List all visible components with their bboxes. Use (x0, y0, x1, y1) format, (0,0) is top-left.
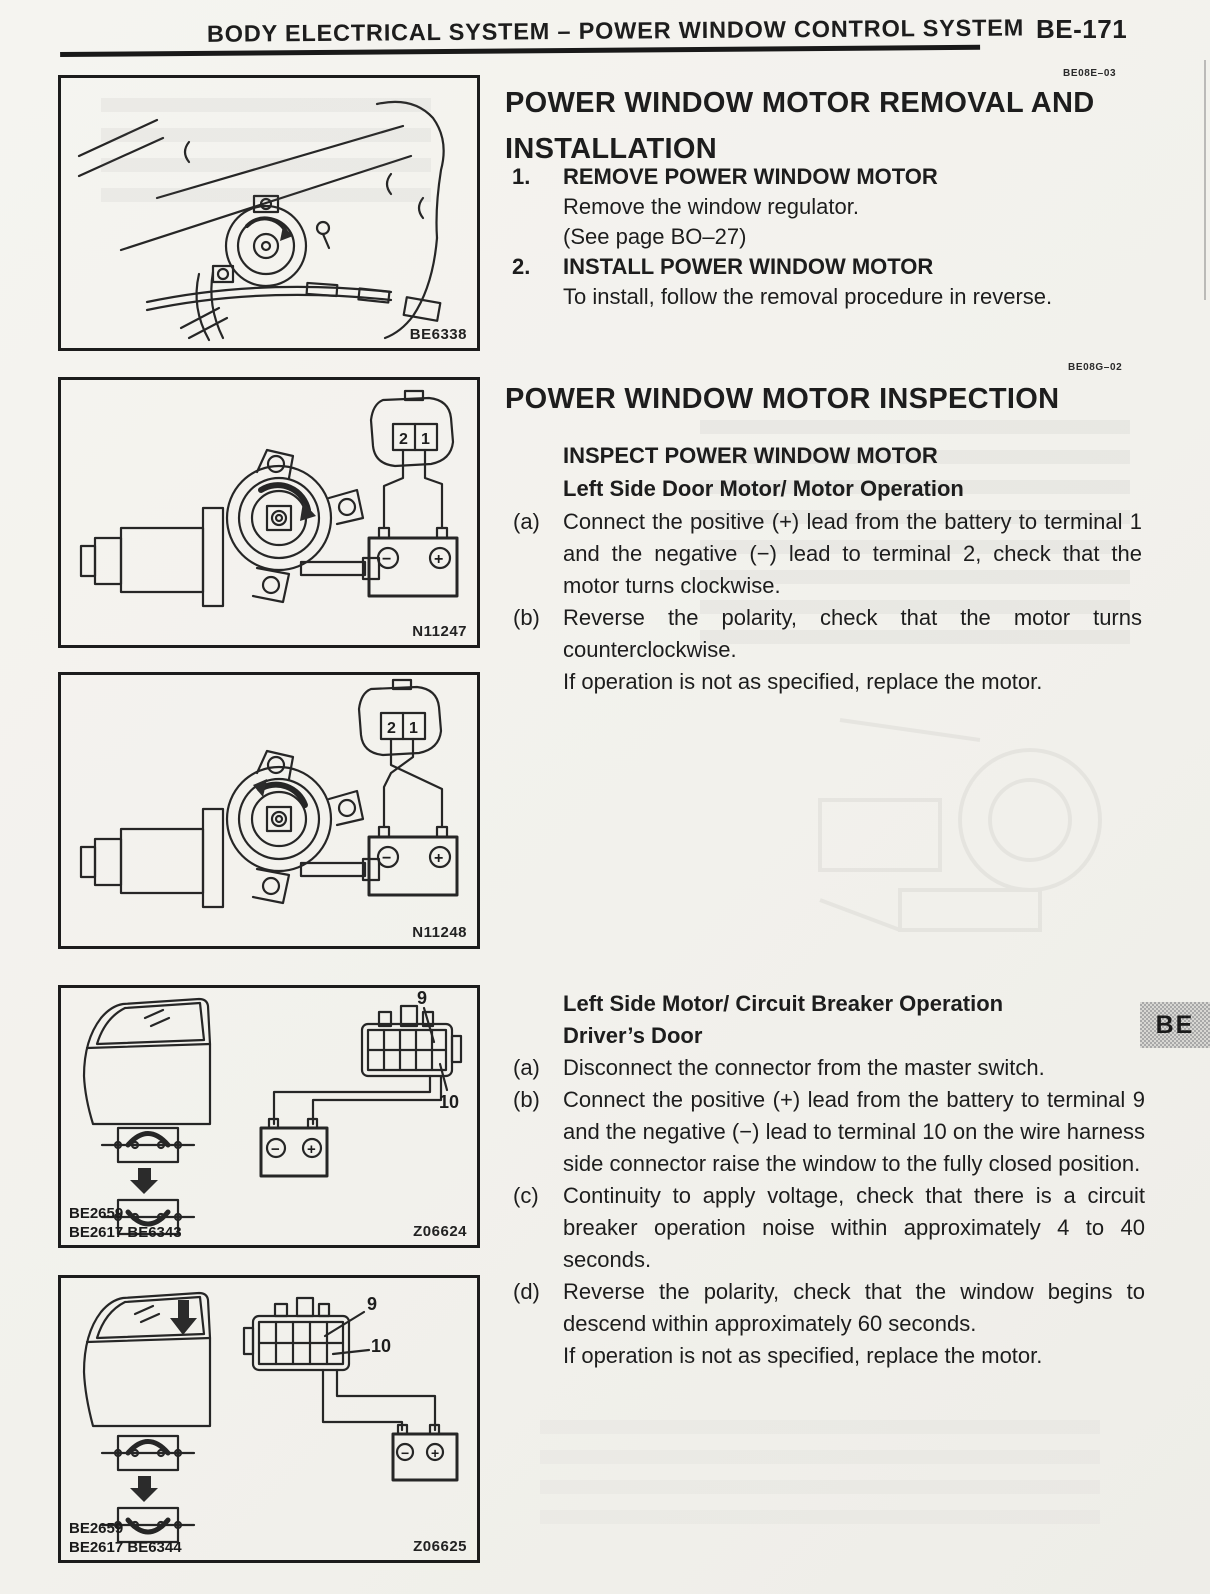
battery-positive-sign: + (307, 1141, 316, 1158)
part-number-line1: BE2659 (69, 1205, 124, 1222)
figure-label: Z06625 (413, 1538, 467, 1555)
item-text: Continuity to apply voltage, check that there is a circuit breaker operation noise within approximately 4 to 40 seconds. (563, 1183, 1145, 1272)
item-text: Disconnect the connector from the master switch. (563, 1055, 1045, 1080)
section-code: BE08E–03 (1063, 68, 1117, 79)
section-title-removal (505, 80, 1155, 172)
connector-icon (362, 1006, 461, 1090)
switch-symbol-up (102, 1128, 194, 1162)
step-number: 1. (512, 164, 531, 189)
scan-edge-artifact (1204, 60, 1206, 300)
note-text: If operation is not as specified, replace the motor. (563, 1343, 1043, 1368)
removal-steps (505, 162, 1150, 312)
list-item-d (505, 1276, 1145, 1340)
terminal-2-label: 2 (399, 431, 408, 448)
item-text: Connect the positive (+) lead from the battery to terminal 9 and the negative (−) lead to terminal 10 on the wire harness side connector raise the window to the fully closed position. (563, 1087, 1145, 1176)
header-rule (60, 45, 980, 57)
figure-door-cavity (58, 75, 480, 351)
list-item-a (505, 506, 1142, 602)
figure-part-numbers (69, 1204, 182, 1242)
list-item-c (505, 1180, 1145, 1276)
section-title-inspection: POWER WINDOW MOTOR INSPECTION (505, 383, 1060, 415)
terminal-1-label: 1 (421, 431, 430, 448)
wire-positive (313, 1076, 441, 1124)
step-heading: INSTALL POWER WINDOW MOTOR (563, 254, 934, 279)
wire-positive (425, 460, 442, 528)
wire-crossed-a (391, 749, 442, 827)
figure-motor-clockwise (58, 377, 480, 648)
bleed-through-drawing (780, 680, 1160, 940)
terminal-2-label: 2 (387, 720, 396, 737)
motor-clockwise-illustration (61, 380, 477, 645)
pin-10-label: 10 (439, 1092, 460, 1112)
item-tag: (d) (513, 1279, 540, 1304)
part-number-line2: BE2617 BE6343 (69, 1224, 182, 1241)
window-down-illustration (61, 1278, 477, 1560)
breaker-operation-block (505, 988, 1145, 1372)
item-tag: (b) (513, 1087, 540, 1112)
step-text: Remove the window regulator. (563, 194, 859, 219)
pin-10-label: 10 (371, 1336, 392, 1356)
item-text: Reverse the polarity, check that the window begins to descend within approximately 60 seconds. (563, 1279, 1145, 1336)
battery-negative-sign: − (401, 1445, 410, 1461)
inspect-subheading: INSPECT POWER WINDOW MOTOR (563, 443, 938, 468)
figure-window-up (58, 985, 480, 1248)
figure-part-numbers (69, 1519, 182, 1557)
item-tag: (b) (513, 605, 540, 630)
battery-negative-sign: − (382, 551, 392, 568)
list-item-b (505, 602, 1142, 666)
part-number-line1: BE2659 (69, 1520, 124, 1537)
item-tag: (a) (513, 1055, 540, 1080)
step-heading: REMOVE POWER WINDOW MOTOR (563, 164, 938, 189)
wire-negative (323, 1370, 402, 1430)
item-text: Connect the positive (+) lead from the battery to terminal 1 and the negative (−) lead to terminal 2, check that the motor turns clockwise. (563, 509, 1142, 598)
door-illustration (84, 1293, 210, 1426)
battery-positive-sign: + (431, 1445, 440, 1461)
step-number: 2. (512, 254, 531, 279)
pin-9-label: 9 (367, 1294, 378, 1314)
figure-label: BE6338 (409, 326, 467, 343)
motor-counterclockwise-illustration (61, 675, 477, 946)
page-header-title: BODY ELECTRICAL SYSTEM – POWER WINDOW CONTROL SYSTEM (206, 14, 1025, 47)
connector-icon (244, 1298, 369, 1370)
part-number-line2: BE2617 BE6344 (69, 1539, 182, 1556)
step-text: (See page BO–27) (563, 224, 747, 249)
section-code: BE08G–02 (1068, 362, 1123, 373)
section-thumb-tab: BE (1140, 1002, 1210, 1048)
battery-positive-sign: + (434, 551, 444, 568)
note-text: If operation is not as specified, replace the motor. (563, 669, 1043, 694)
pin-9-label: 9 (417, 988, 428, 1008)
list-note (505, 666, 1142, 698)
list-item-b (505, 1084, 1145, 1180)
page-number: BE-171 (1036, 14, 1128, 44)
section-title-line2: INSTALLATION (505, 133, 717, 165)
figure-label: Z06624 (413, 1223, 467, 1240)
switch-symbol-up (102, 1436, 194, 1470)
motor-operation-heading: Left Side Door Motor/ Motor Operation (563, 476, 964, 501)
item-text: Reverse the polarity, check that the motor turns counterclockwise. (563, 605, 1142, 662)
breaker-heading-1: Left Side Motor/ Circuit Breaker Operation (563, 991, 1004, 1016)
wire-negative (384, 460, 403, 528)
battery-negative-sign: − (271, 1141, 280, 1158)
bleed-through-text-2 (540, 1420, 1100, 1540)
list-item-a (505, 1052, 1145, 1084)
section-title-line1: POWER WINDOW MOTOR REMOVAL AND (505, 87, 1095, 119)
battery-positive-sign: + (434, 850, 444, 867)
step-2 (505, 252, 1150, 312)
door-cavity-illustration (61, 78, 477, 348)
step-text: To install, follow the removal procedure in reverse. (563, 284, 1053, 309)
down-arrow-icon (130, 1168, 158, 1194)
down-arrow-icon (130, 1476, 158, 1502)
terminal-1-label: 1 (409, 720, 418, 737)
motor-operation-items (505, 506, 1142, 698)
breaker-heading-2: Driver’s Door (563, 1023, 703, 1048)
battery-negative-sign: − (382, 850, 392, 867)
window-down-arrow-icon (170, 1300, 197, 1335)
list-note (505, 1340, 1145, 1372)
figure-label: N11247 (412, 623, 467, 640)
item-tag: (c) (513, 1183, 539, 1208)
wire-crossed-b (384, 749, 413, 827)
figure-label: N11248 (412, 924, 467, 941)
figure-motor-counterclockwise (58, 672, 480, 949)
step-1 (505, 162, 1150, 252)
figure-window-down (58, 1275, 480, 1563)
item-tag: (a) (513, 509, 540, 534)
